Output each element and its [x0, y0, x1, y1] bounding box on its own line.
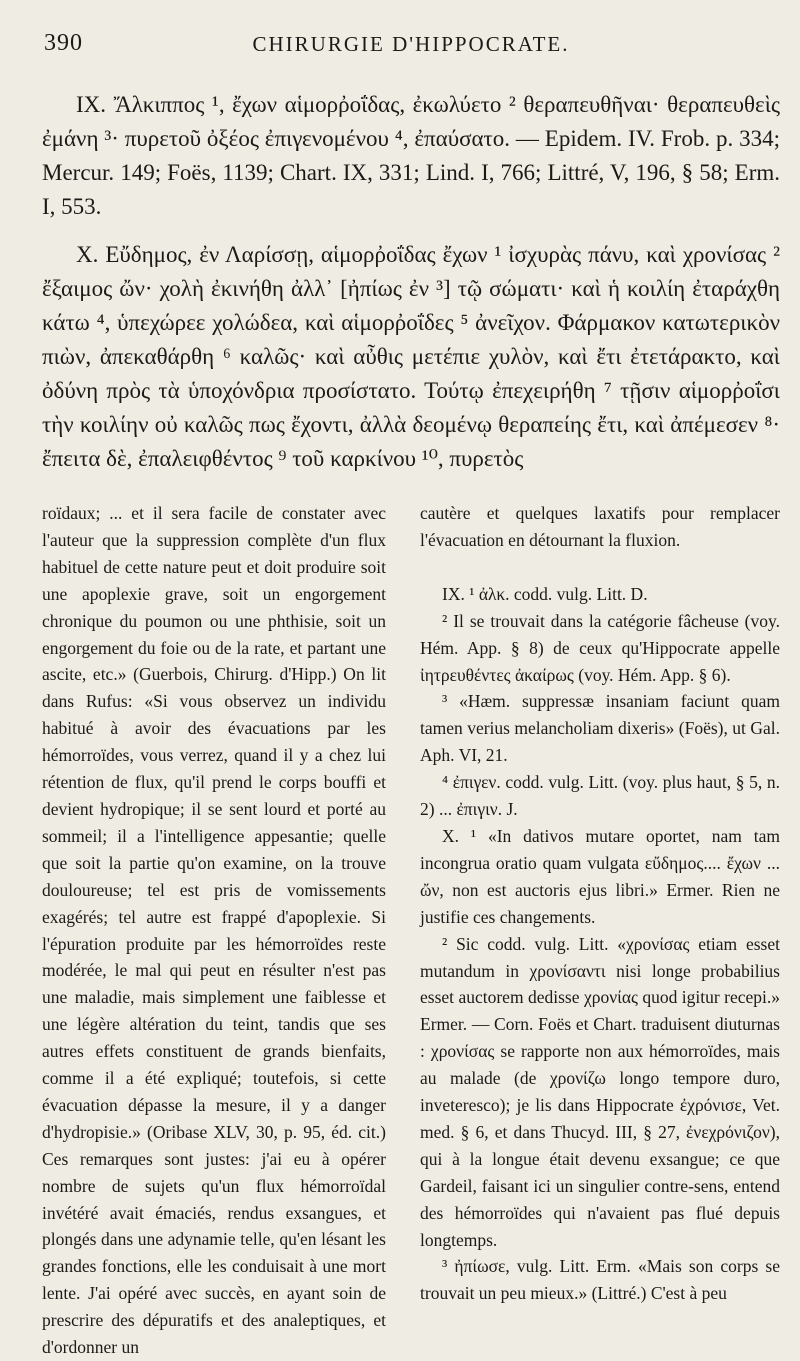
right-column	[420, 500, 780, 1307]
note-x-2: ² Sic codd. vulg. Litt. «χρονίσας etiam esset mutandum in χρονίσαντι nisi longe probabilius esset auctorem dedisse χρονίας quod igitur recepi.» Ermer. — Corn. Foës et Chart. traduisent diuturnas : χρονίσας se rapporte non aux hémorroïdes, mais au malade (de χρονίζω longo tempore duro, inveteresco); je lis dans Hippocrate ἐχρόνισε, Vet. med. § 6, et dans Thucyd. III, § 27, ἐνεχρόνιζον), qui à la longue était devenu exsangue; ce que Gardeil, faisant ici un singulier contre-sens, entend des hémorroïdes qui n'avaient pas flué depuis longtemps.	[420, 933, 780, 1250]
note-x-1: X. ¹ «In dativos mutare oportet, nam tam incongrua oratio quam vulgata εὔδημος.... ἔχων ... ὤν, non est auctoris ejus libri.» Ermer. Rien ne justifie ces changements.	[420, 825, 780, 927]
running-title: CHIRURGIE D'HIPPOCRATE.	[252, 32, 570, 56]
note-ix-2: ² Il se trouvait dans la catégorie fâcheuse (voy. Hém. App. § 8) de ceux qu'Hippocrate appelle ἰητρευθέντες ἀκαίρως (voy. Hém. App. § 6).	[420, 610, 780, 685]
commentary-columns	[42, 500, 780, 1358]
running-head	[42, 26, 780, 62]
page-number: 390	[44, 30, 83, 56]
greek-text-block	[42, 88, 780, 476]
note-x-3: ³ ἠπίωσε, vulg. Litt. Erm. «Mais son corps se trouvait un peu mieux.» (Littré.) C'est à peu	[420, 1256, 780, 1304]
left-column	[42, 500, 386, 1361]
greek-paragraph-ix: IX. Ἄλκιππος ¹, ἔχων αἱμορῤοΐδας, ἐκωλύετο ² θεραπευθῆναι· θεραπευθεὶς ἐμάνη ³· πυρετοῦ ὀξέος ἐπιγενομένου ⁴, ἐπαύσατο. — Epidem. IV. Frob. p. 334; Mercur. 149; Foës, 1139; Chart. IX, 331; Lind. I, 766; Littré, V, 196, § 58; Erm. I, 553.	[42, 92, 780, 219]
note-ix-3: ³ «Hæm. suppressæ insaniam faciunt quam tamen verius melancholiam dixeris» (Foës), ut Gal. Aph. VI, 21.	[420, 691, 780, 766]
left-column-text: roïdaux; ... et il sera facile de constater avec l'auteur que la suppression complète d'un flux habituel de cette nature peut et doit produire soit une apoplexie grave, soit un engorgement chronique du poumon ou une phthisie, soit un engorgement du foie ou de la rate, et partant une ascite, etc.» (Guerbois, Chirurg. d'Hipp.) On lit dans Rufus: «Si vous observez un individu habitué à avoir des évacuations par les hémorroïdes, vous verrez, quand il y a chez lui rétention de flux, qu'il prend le corps bouffi et devient hydropique; il se sent lourd et porté au sommeil; il a l'intelligence appesantie; quelle que soit la partie qu'on examine, on la trouve douloureuse; tel est pris de vomissements exagérés; tel autre est frappé d'apoplexie. Si l'épuration produite par les hémorroïdes reste modérée, le mal qui peut en résulter n'est pas une maladie, mais simplement une faiblesse et une légère altération du teint, tandis que ses autres effets constituent de grands bienfaits, comme il a été expliqué; toutefois, si cette évacuation dépasse la mesure, il y a danger d'hydropisie.» (Oribase XLV, 30, p. 95, éd. cit.) Ces remarques sont justes: j'ai eu à opérer nombre de sujets qu'un flux hémorroïdal invétéré avait émaciés, rendus exsangues, et plongés dans une adynamie telle, qu'en lésant les grandes fonctions, elle les conduisait à une mort lente. J'ai opéré avec succès, en ayant soin de prescrire des dépuratifs et des analeptiques, et d'ordonner un	[42, 503, 386, 1358]
right-column-intro: cautère et quelques laxatifs pour remplacer l'évacuation en détournant la fluxion.	[420, 503, 780, 550]
note-ix-4: ⁴ ἐπιγεν. codd. vulg. Litt. (voy. plus haut, § 5, n. 2) ... ἐπιγιν. J.	[420, 772, 780, 820]
note-ix-1: IX. ¹ ἀλκ. codd. vulg. Litt. D.	[442, 583, 648, 604]
greek-paragraph-x: X. Εὔδημος, ἐν Λαρίσσῃ, αἱμορῤοΐδας ἔχων ¹ ἰσχυρὰς πάνυ, καὶ χρονίσας ² ἔξαιμος ὤν· χολὴ ἐκινήθη ἀλλ᾽ [ἠπίως ἐν ³] τῷ σώματι· καὶ ἡ κοιλίη ἐταράχθη κάτω ⁴, ὑπεχώρεε χολώδεα, καὶ αἱμορῤοΐδες ⁵ ἀνεῖχον. Φάρμακον κατωτερικὸν πιὼν, ἀπεκαθάρθη ⁶ καλῶς· καὶ αὖθις μετέπιε χυλὸν, καὶ ἔτι ἐτετάρακτο, καὶ ὀδύνη πρὸς τὰ ὑποχόνδρια προσίστατο. Τούτῳ ἐπεχειρήθη ⁷ τῇσιν αἱμορῤοΐσι τὴν κοιλίην οὐ καλῶς πως ἔχοντι, ἀλλὰ δεομένῳ θεραπείης ἔτι, καὶ ἀπέμεσεν ⁸· ἔπειτα δὲ, ἐπαλειφθέντος ⁹ τοῦ καρκίνου ¹⁰, πυρετὸς	[42, 242, 780, 471]
